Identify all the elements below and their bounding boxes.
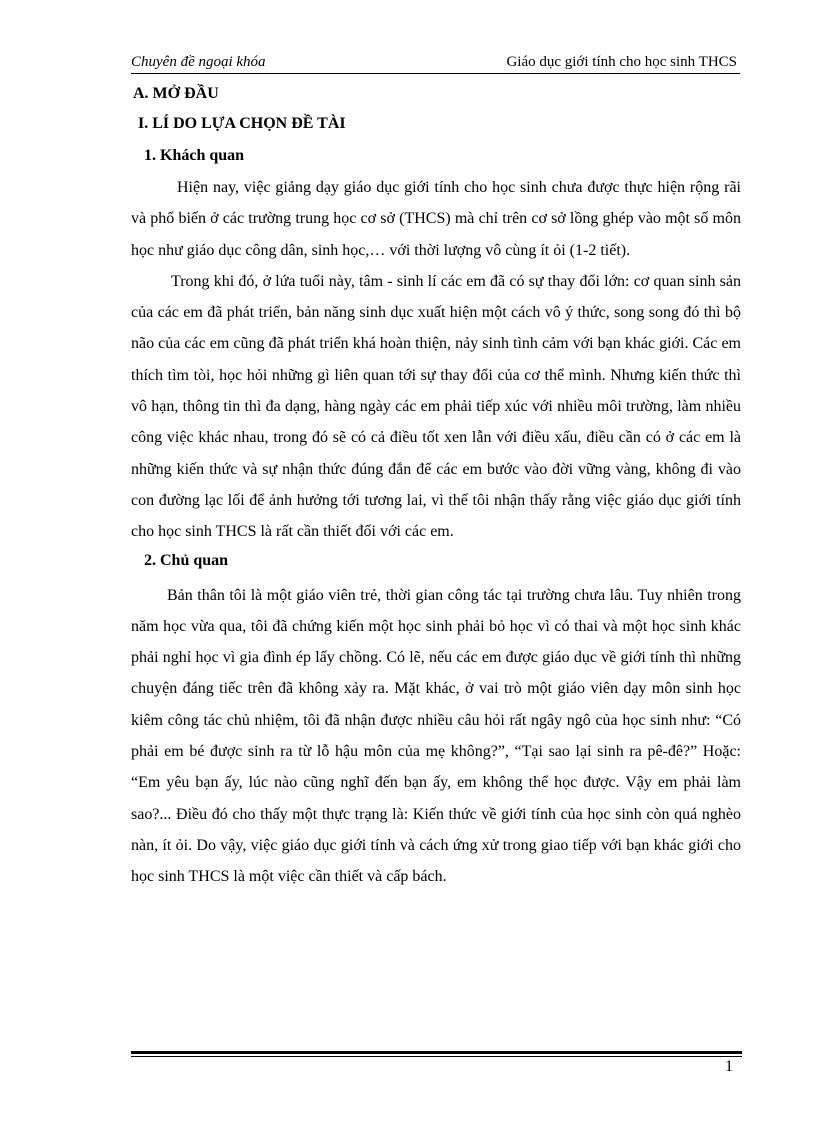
subsection-heading-objective: 1. Khách quan	[144, 147, 245, 164]
paragraph-objective-1: Hiện nay, việc giảng dạy giáo dục giới tính cho học sinh chưa được thực hiện rộng rãi và phổ biến ở các trường trung học cơ sở (THCS) mà chỉ trên cơ sở lồng ghép vào một số môn học như giáo dục công dân, sinh học,… với thời lượng vô cùng ít ỏi (1-2 tiết).	[131, 179, 741, 259]
paragraph-objective-2: Trong khi đó, ở lứa tuổi này, tâm - sinh lí các em đã có sự thay đổi lớn: cơ quan sinh sản của các em đã phát triển, bản năng sinh dục xuất hiện một cách vô ý thức, song song đó thì bộ não của các em cũng đã phát triển khá hoàn thiện, nảy sinh tình cảm với bạn khác giới. Các em thích tìm tòi, học hỏi những gì liên quan tới sự thay đổi của cơ thể mình. Nhưng kiến thức thì vô hạn, thông tin thì đa dạng, hàng ngày các em phải tiếp xúc với nhiều môi trường, làm nhiều công việc khác nhau, trong đó sẽ có cả điều tốt xen lẫn với điều xấu, điều cần có ở các em là những kiến thức và sự nhận thức đúng đắn để các em bước vào đời vững vàng, không đi vào con đường lạc lối để ảnh hưởng tới tương lai, vì thế tôi nhận thấy rằng việc giáo dục giới tính cho học sinh THCS là rất cần thiết đối với các em.	[131, 272, 741, 541]
section-heading: I. LÍ DO LỰA CHỌN ĐỀ TÀI	[138, 115, 346, 132]
subsection-heading-subjective: 2. Chủ quan	[144, 551, 229, 569]
header-left-title: Chuyên đề ngoại khóa	[131, 54, 266, 70]
document-body	[131, 80, 741, 893]
page-number: 1	[725, 1058, 733, 1075]
part-heading: A. MỞ ĐẦU	[133, 85, 219, 102]
header-right-title: Giáo dục giới tính cho học sinh THCS	[506, 54, 737, 70]
header-divider	[131, 73, 740, 74]
paragraph-subjective-1: Bản thân tôi là một giáo viên trẻ, thời gian công tác tại trường chưa lâu. Tuy nhiên trong năm học vừa qua, tôi đã chứng kiến một học sinh phải bỏ học vì có thai và một học sinh khác phải nghỉ học vì gia đình ép lấy chồng. Có lẽ, nếu các em được giáo dục về giới tính thì những chuyện đáng tiếc trên đã không xảy ra. Mặt khác, ở vai trò một giáo viên dạy môn sinh học kiêm công tác chủ nhiệm, tôi đã nhận được nhiều câu hỏi rất ngây ngô của học sinh như: “Có phải em bé được sinh ra từ lỗ hậu môn của mẹ không?”, “Tại sao lại sinh ra pê-đê?” Hoặc: “Em yêu bạn ấy, lúc nào cũng nghĩ đến bạn ấy, em không thể học được. Vậy em phải làm sao?... Điều đó cho thấy một thực trạng là: Kiến thức về giới tính của học sinh còn quá nghèo nàn, ít ỏi. Do vậy, việc giáo dục giới tính và cách ứng xử trong giao tiếp với bạn khác giới cho học sinh THCS là một việc cần thiết và cấp bách.	[131, 586, 741, 886]
footer-divider-thick	[131, 1051, 742, 1054]
footer-divider-thin	[131, 1056, 742, 1057]
